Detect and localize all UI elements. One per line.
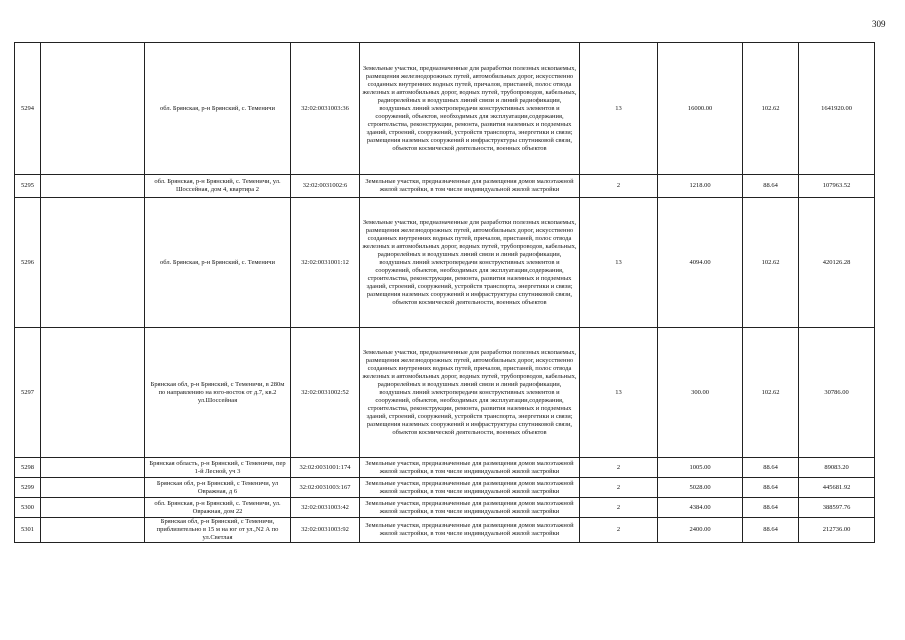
row-number-cell: 5295 bbox=[15, 175, 41, 198]
row-number-cell: 5297 bbox=[15, 328, 41, 458]
cadastral-number-cell: 32:02:0031003:92 bbox=[291, 518, 360, 543]
blank-cell bbox=[41, 498, 145, 518]
area-cell: 2400.00 bbox=[658, 518, 743, 543]
table-row bbox=[15, 175, 875, 198]
address-cell: обл. Брянская, р-н Брянский, с. Теменичи, ул. Овражная, дом 22 bbox=[145, 498, 291, 518]
address-cell: Брянская обл, р-н Брянский, с Теменичи, приблизительно в 15 м на юг от ул.,N2 А по ул.Светлая bbox=[145, 518, 291, 543]
row-number-cell: 5298 bbox=[15, 458, 41, 478]
cadastral-number-cell: 32:02:0031003:42 bbox=[291, 498, 360, 518]
area-cell: 1218.00 bbox=[658, 175, 743, 198]
specific-value-cell: 102.62 bbox=[743, 43, 799, 175]
cadastral-number-cell: 32:02:0031002:6 bbox=[291, 175, 360, 198]
cadastral-number-cell: 32:02:0031002:52 bbox=[291, 328, 360, 458]
area-cell: 1005.00 bbox=[658, 458, 743, 478]
land-use-description-cell: Земельные участки, предназначенные для разработки полезных ископаемых, размещения железнодорожных путей, автомобильных дорог, искусственно созданных внутренних водных путей, причалов, пристаней, полос отвода железных и автомобильных дорог, водных путей, трубопроводов, кабельных, радиорелейных и воздушных линий связи и линий радиофикации, воздушных линий электропередачи конструктивных элементов и сооружений, объектов, необходимых для эксплуатации,содержания, строительства, реконструкции, ремонта, развития наземных и подземных зданий, строений, сооружений, устройств транспорта, энергетики и связи; размещения наземных сооружений и инфраструктуры спутниковой связи, объектов космической деятельности, военных объектов bbox=[360, 43, 580, 175]
address-cell: Брянская область, р-н Брянский, с Теменичи, пер 1-й Лесной, уч 3 bbox=[145, 458, 291, 478]
address-cell: обл. Брянская, р-н Брянский, с. Теменичи bbox=[145, 43, 291, 175]
area-cell: 300.00 bbox=[658, 328, 743, 458]
blank-cell bbox=[41, 43, 145, 175]
table-row bbox=[15, 518, 875, 543]
specific-value-cell: 88.64 bbox=[743, 458, 799, 478]
cadastral-value-cell: 420126.28 bbox=[799, 198, 875, 328]
blank-cell bbox=[41, 328, 145, 458]
specific-value-cell: 88.64 bbox=[743, 518, 799, 543]
land-use-description-cell: Земельные участки, предназначенные для размещения домов малоэтажной жилой застройки, в том числе индивидуальной жилой застройки bbox=[360, 518, 580, 543]
table-row bbox=[15, 328, 875, 458]
area-cell: 16000.00 bbox=[658, 43, 743, 175]
table-row bbox=[15, 478, 875, 498]
blank-cell bbox=[41, 518, 145, 543]
group-code-cell: 2 bbox=[580, 518, 658, 543]
specific-value-cell: 88.64 bbox=[743, 175, 799, 198]
cadastral-value-cell: 212736.00 bbox=[799, 518, 875, 543]
row-number-cell: 5300 bbox=[15, 498, 41, 518]
group-code-cell: 2 bbox=[580, 498, 658, 518]
land-use-description-cell: Земельные участки, предназначенные для размещения домов малоэтажной жилой застройки, в том числе индивидуальной жилой застройки bbox=[360, 478, 580, 498]
group-code-cell: 2 bbox=[580, 175, 658, 198]
table-row bbox=[15, 198, 875, 328]
table-row bbox=[15, 43, 875, 175]
group-code-cell: 13 bbox=[580, 198, 658, 328]
address-cell: Брянская обл, р-н Брянский, с Теменичи, в 280м по направлению на юго-восток от д.7, кв.2 ул.Шоссейная bbox=[145, 328, 291, 458]
specific-value-cell: 88.64 bbox=[743, 478, 799, 498]
table-row bbox=[15, 458, 875, 478]
group-code-cell: 2 bbox=[580, 458, 658, 478]
row-number-cell: 5301 bbox=[15, 518, 41, 543]
cadastral-number-cell: 32:02:0031003:167 bbox=[291, 478, 360, 498]
cadastral-number-cell: 32:02:0031001:174 bbox=[291, 458, 360, 478]
row-number-cell: 5296 bbox=[15, 198, 41, 328]
table-row bbox=[15, 498, 875, 518]
specific-value-cell: 102.62 bbox=[743, 328, 799, 458]
area-cell: 4384.00 bbox=[658, 498, 743, 518]
address-cell: Брянская обл, р-н Брянский, с Теменичи, ул Овражная, д 6 bbox=[145, 478, 291, 498]
land-use-description-cell: Земельные участки, предназначенные для размещения домов малоэтажной жилой застройки, в том числе индивидуальной жилой застройки bbox=[360, 498, 580, 518]
specific-value-cell: 102.62 bbox=[743, 198, 799, 328]
land-use-description-cell: Земельные участки, предназначенные для размещения домов малоэтажной жилой застройки, в том числе индивидуальной жилой застройки bbox=[360, 175, 580, 198]
cadastral-value-cell: 388597.76 bbox=[799, 498, 875, 518]
area-cell: 4094.00 bbox=[658, 198, 743, 328]
cadastral-value-cell: 445681.92 bbox=[799, 478, 875, 498]
cadastral-value-cell: 1641920.00 bbox=[799, 43, 875, 175]
land-use-description-cell: Земельные участки, предназначенные для размещения домов малоэтажной жилой застройки, в том числе индивидуальной жилой застройки bbox=[360, 458, 580, 478]
specific-value-cell: 88.64 bbox=[743, 498, 799, 518]
address-cell: обл. Брянская, р-н Брянский, с. Теменичи, ул. Шоссейная, дом 4, квартира 2 bbox=[145, 175, 291, 198]
group-code-cell: 2 bbox=[580, 478, 658, 498]
row-number-cell: 5294 bbox=[15, 43, 41, 175]
cadastral-value-cell: 89083.20 bbox=[799, 458, 875, 478]
group-code-cell: 13 bbox=[580, 328, 658, 458]
address-cell: обл. Брянская, р-н Брянский, с. Теменичи bbox=[145, 198, 291, 328]
blank-cell bbox=[41, 175, 145, 198]
row-number-cell: 5299 bbox=[15, 478, 41, 498]
page-number: 309 bbox=[872, 19, 886, 29]
cadastral-number-cell: 32:02:0031003:36 bbox=[291, 43, 360, 175]
blank-cell bbox=[41, 198, 145, 328]
group-code-cell: 13 bbox=[580, 43, 658, 175]
blank-cell bbox=[41, 458, 145, 478]
land-registry-table bbox=[14, 42, 875, 543]
land-use-description-cell: Земельные участки, предназначенные для разработки полезных ископаемых, размещения железнодорожных путей, автомобильных дорог, искусственно созданных внутренних водных путей, причалов, пристаней, полос отвода железных и автомобильных дорог, водных путей, трубопроводов, кабельных, радиорелейных и воздушных линий связи и линий радиофикации, воздушных линий электропередачи конструктивных элементов и сооружений, объектов, необходимых для эксплуатации,содержания, строительства, реконструкции, ремонта, развития наземных и подземных зданий, строений, сооружений, устройств транспорта, энергетики и связи; размещения наземных сооружений и инфраструктуры спутниковой связи, объектов космической деятельности, военных объектов bbox=[360, 198, 580, 328]
cadastral-value-cell: 107963.52 bbox=[799, 175, 875, 198]
cadastral-number-cell: 32:02:0031001:12 bbox=[291, 198, 360, 328]
land-use-description-cell: Земельные участки, предназначенные для разработки полезных ископаемых, размещения железнодорожных путей, автомобильных дорог, искусственно созданных внутренних водных путей, причалов, пристаней, полос отвода железных и автомобильных дорог, водных путей, трубопроводов, кабельных, радиорелейных и воздушных линий связи и линий радиофикации, воздушных линий электропередачи конструктивных элементов и сооружений, объектов, необходимых для эксплуатации,содержания, строительства, реконструкции, ремонта, развития наземных и подземных зданий, строений, сооружений, устройств транспорта, энергетики и связи; размещения наземных сооружений и инфраструктуры спутниковой связи, объектов космической деятельности, военных объектов bbox=[360, 328, 580, 458]
area-cell: 5028.00 bbox=[658, 478, 743, 498]
blank-cell bbox=[41, 478, 145, 498]
cadastral-value-cell: 30786.00 bbox=[799, 328, 875, 458]
